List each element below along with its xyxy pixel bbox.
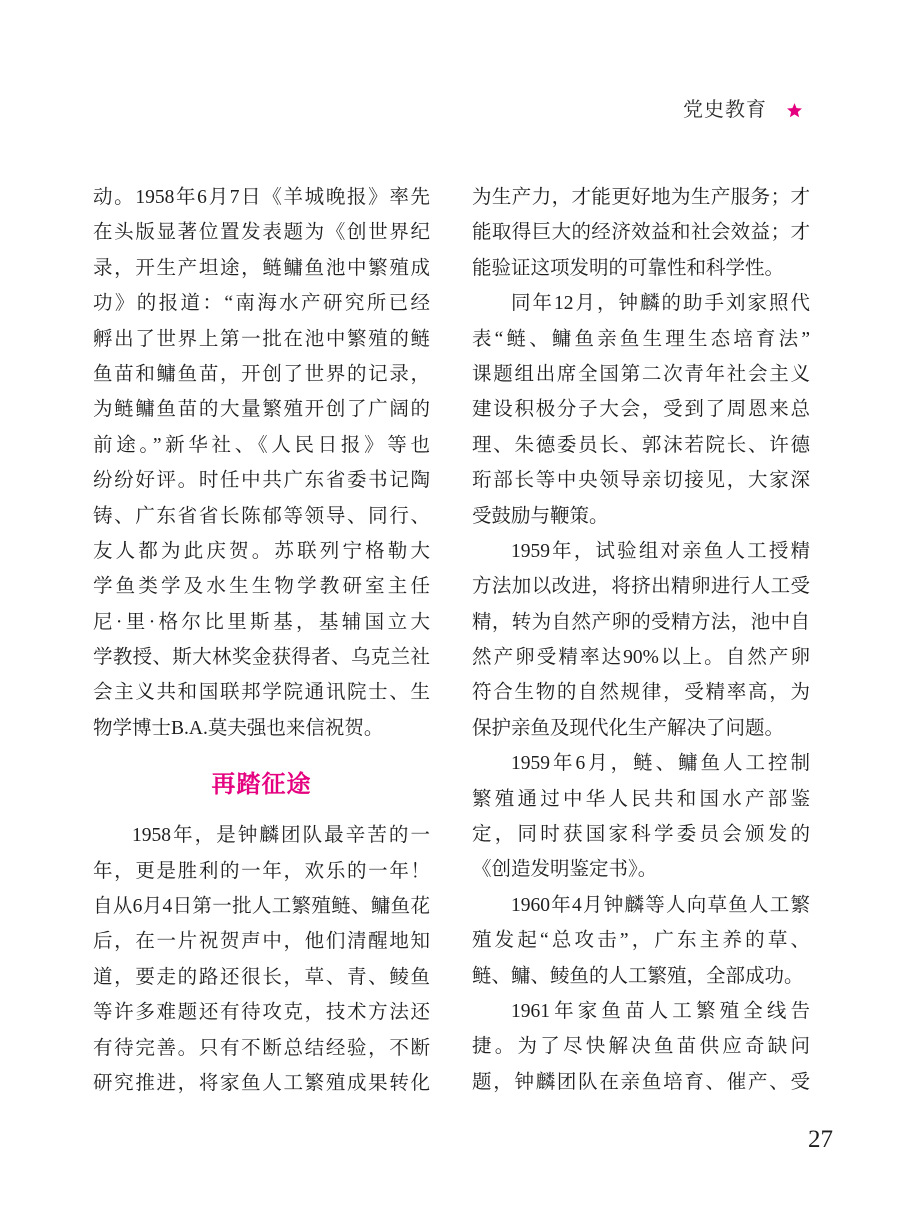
- text-line: 自从6月4日第一批人工繁殖鲢、鳙鱼花: [93, 896, 430, 918]
- page-number: 27: [808, 1126, 833, 1153]
- text-line: 繁殖通过中华人民共和国水产部鉴: [472, 788, 810, 810]
- text-line: 定，同时获国家科学委员会颁发的: [472, 824, 810, 846]
- text-line: 殖发起“总攻击”，广东主养的草、: [472, 930, 810, 952]
- text-line: 孵出了世界上第一批在池中繁殖的鲢: [93, 328, 430, 350]
- text-line: 研究推进，将家鱼人工繁殖成果转化: [93, 1072, 430, 1094]
- text-line: 1961年家鱼苗人工繁殖全线告: [511, 1000, 810, 1022]
- text-line: 《创造发明鉴定书》。: [472, 859, 658, 881]
- text-line: 鲢、鳙、鲮鱼的人工繁殖，全部成功。: [472, 965, 804, 987]
- section-heading: 再踏征途: [211, 770, 312, 799]
- body-paragraph: [472, 286, 810, 534]
- body-paragraph: [472, 180, 810, 286]
- text-line: 然产卵受精率达90%以上。自然产卵: [472, 647, 810, 669]
- text-line: 铸、广东省省长陈郁等领导、同行、: [93, 505, 430, 527]
- text-line: 能验证这项发明的可靠性和科学性。: [472, 257, 785, 279]
- text-line: 动。1958年6月7日《羊城晚报》率先: [93, 187, 430, 208]
- text-line: 学鱼类学及水生生物学教研室主任: [93, 576, 430, 598]
- text-line: 鱼苗和鳙鱼苗，开创了世界的记录，: [93, 363, 430, 385]
- star-icon: [786, 102, 803, 119]
- text-line: 物学博士B.A.莫夫强也来信祝贺。: [93, 717, 384, 739]
- text-line: 学教授、斯大林奖金获得者、乌克兰社: [93, 647, 430, 669]
- text-line: 方法加以改进，将挤出精卵进行人工受: [472, 576, 810, 598]
- running-header: [683, 96, 803, 124]
- text-line: 等许多难题还有待攻克，技术方法还: [93, 1002, 430, 1024]
- text-line: 道，要走的路还很长，草、青、鲮鱼: [93, 966, 430, 988]
- text-line: 建设积极分子大会，受到了周恩来总: [472, 399, 810, 421]
- body-paragraph: [472, 994, 810, 1100]
- text-line: 为鲢鳙鱼苗的大量繁殖开创了广阔的: [93, 399, 430, 421]
- body-paragraph: [472, 746, 810, 888]
- text-line: 纷纷好评。时任中共广东省委书记陶: [93, 470, 430, 492]
- text-line: 为生产力，才能更好地为生产服务；才: [472, 187, 810, 208]
- text-line: 符合生物的自然规律，受精率高，为: [472, 682, 810, 704]
- text-line: 精，转为自然产卵的受精方法，池中自: [472, 611, 810, 633]
- text-line: 后，在一片祝贺声中，他们清醒地知: [93, 931, 430, 953]
- text-line: 珩部长等中央领导亲切接见，大家深: [472, 470, 810, 492]
- text-line: 能取得巨大的经济效益和社会效益；才: [472, 222, 810, 244]
- text-line: 受鼓励与鞭策。: [472, 505, 609, 527]
- text-line: 年，更是胜利的一年，欢乐的一年！: [93, 860, 430, 882]
- text-line: 同年12月，钟麟的助手刘家照代: [511, 293, 810, 315]
- body-paragraph: [472, 534, 810, 746]
- text-line: 题，钟麟团队在亲鱼培育、催产、受: [472, 1071, 810, 1093]
- text-line: 尼·里·格尔比里斯基，基辅国立大: [93, 611, 430, 633]
- text-line: 功》的报道：“南海水产研究所已经: [93, 293, 430, 315]
- text-line: 有待完善。只有不断总结经验，不断: [93, 1037, 430, 1059]
- text-line: 1958年，是钟麟团队最辛苦的一: [132, 825, 430, 847]
- text-line: 会主义共和国联邦学院通讯院士、生: [93, 682, 430, 704]
- left-column: [93, 180, 430, 1101]
- body-paragraph: [472, 888, 810, 994]
- text-line: 1960年4月钟麟等人向草鱼人工繁: [511, 894, 810, 916]
- text-line: 1959年，试验组对亲鱼人工授精: [511, 540, 810, 562]
- text-line: 友人都为此庆贺。苏联列宁格勒大: [93, 540, 430, 562]
- text-line: 前途。”新华社、《人民日报》等也: [93, 434, 430, 456]
- text-line: 理、朱德委员长、郭沫若院长、许德: [472, 434, 810, 456]
- text-line: 表“鲢、鳙鱼亲鱼生理生态培育法”: [472, 328, 810, 350]
- text-line: 课题组出席全国第二次青年社会主义: [472, 363, 810, 385]
- text-line: 1959年6月，鲢、鳙鱼人工控制: [511, 753, 810, 775]
- right-column: [472, 180, 810, 1100]
- text-line: 在头版显著位置发表题为《创世界纪: [93, 222, 430, 244]
- text-line: 录，开生产坦途，鲢鳙鱼池中繁殖成: [93, 257, 430, 279]
- body-paragraph: [93, 818, 430, 1101]
- text-line: 保护亲鱼及现代化生产解决了问题。: [472, 717, 785, 739]
- body-paragraph: [93, 180, 430, 746]
- text-line: 捷。为了尽快解决鱼苗供应奇缺问: [472, 1036, 810, 1058]
- section-title: 党史教育: [683, 99, 767, 121]
